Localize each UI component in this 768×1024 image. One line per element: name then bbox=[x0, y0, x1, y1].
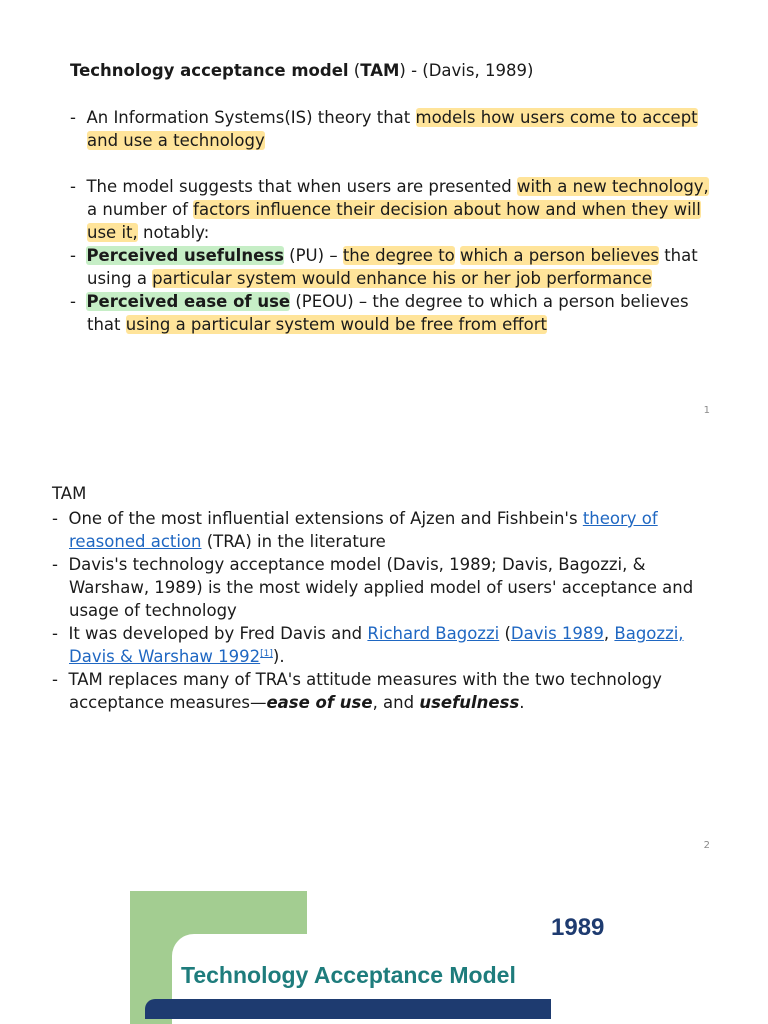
slide-2-bullet-list bbox=[52, 507, 717, 714]
page-number: 2 bbox=[703, 840, 710, 851]
highlight: with a new technology, bbox=[516, 177, 709, 196]
highlight: the degree to bbox=[342, 246, 455, 265]
highlight: using a particular system would be free from effort bbox=[125, 315, 548, 334]
bullet-tam-replaces: - TAM replaces many of TRA's attitude measures with the two technology acceptance measures—ease of use, and usefulness. bbox=[52, 670, 662, 712]
bullet-is-theory: - An Information Systems(IS) theory that models how users come to accept and use a technology bbox=[70, 108, 698, 150]
slide-3-title: Technology Acceptance Model bbox=[181, 962, 516, 988]
title-bold-text: Technology acceptance model bbox=[70, 61, 349, 80]
link-davis-1989[interactable]: Davis 1989 bbox=[510, 624, 604, 643]
decorative-navy-bar bbox=[145, 999, 551, 1019]
slide-1-bullet-list bbox=[70, 106, 710, 336]
link-richard-bagozzi[interactable]: Richard Bagozzi bbox=[367, 624, 500, 643]
slide-3-year: 1989 bbox=[551, 914, 605, 941]
highlight: particular system would enhance his or her job performance bbox=[152, 269, 652, 288]
title-tam-abbrev: TAM bbox=[360, 61, 400, 80]
slide-1 bbox=[0, 0, 768, 430]
bullet-perceived-ease-of-use: - Perceived ease of use (PEOU) – the degree to which a person believes that using a particular system would be free from effort bbox=[70, 292, 689, 334]
term-perceived-usefulness: Perceived usefulness bbox=[86, 246, 284, 265]
bullet-widely-applied: - Davis's technology acceptance model (Davis, 1989; Davis, Bagozzi, & Warshaw, 1989) is the most widely applied model of users' acceptance and usage of technology bbox=[52, 555, 694, 620]
page-number: 1 bbox=[703, 405, 710, 416]
link-bagozzi-davis-warshaw-1992[interactable]: Bagozzi, Davis & Warshaw 1992 bbox=[69, 624, 684, 666]
bullet-model-suggests: - The model suggests that when users are presented with a new technology, a number of factors influence their decision about how and when they will use it, notably: bbox=[70, 177, 709, 242]
slide-3 bbox=[0, 870, 768, 1024]
slide-2-title: TAM bbox=[52, 484, 87, 503]
highlight: models how users come to accept and use a technology bbox=[87, 108, 698, 150]
bullet-perceived-usefulness: - Perceived usefulness (PU) – the degree to which a person believes that using a particular system would enhance his or her job performance bbox=[70, 246, 698, 288]
highlight: which a person believes bbox=[460, 246, 659, 265]
bullet-developed-by: - It was developed by Fred Davis and Richard Bagozzi (Davis 1989, Bagozzi, Davis & Warshaw 1992[1]). bbox=[52, 624, 684, 666]
term-perceived-ease-of-use: Perceived ease of use bbox=[86, 292, 291, 311]
link-theory-of-reasoned-action[interactable]: theory of reasoned action bbox=[69, 509, 658, 551]
highlight: factors influence their decision about how and when they will use it, bbox=[87, 200, 701, 242]
bullet-tra-extension: - One of the most influential extensions of Ajzen and Fishbein's theory of reasoned action (TRA) in the literature bbox=[52, 509, 658, 551]
slide-1-title: Technology acceptance model (TAM) - (Davis, 1989) bbox=[70, 61, 534, 80]
link-footnote-1[interactable]: [1] bbox=[260, 649, 273, 659]
slide-2 bbox=[0, 430, 768, 870]
term-ease-of-use: ease of use bbox=[266, 693, 373, 712]
term-usefulness: usefulness bbox=[419, 693, 520, 712]
